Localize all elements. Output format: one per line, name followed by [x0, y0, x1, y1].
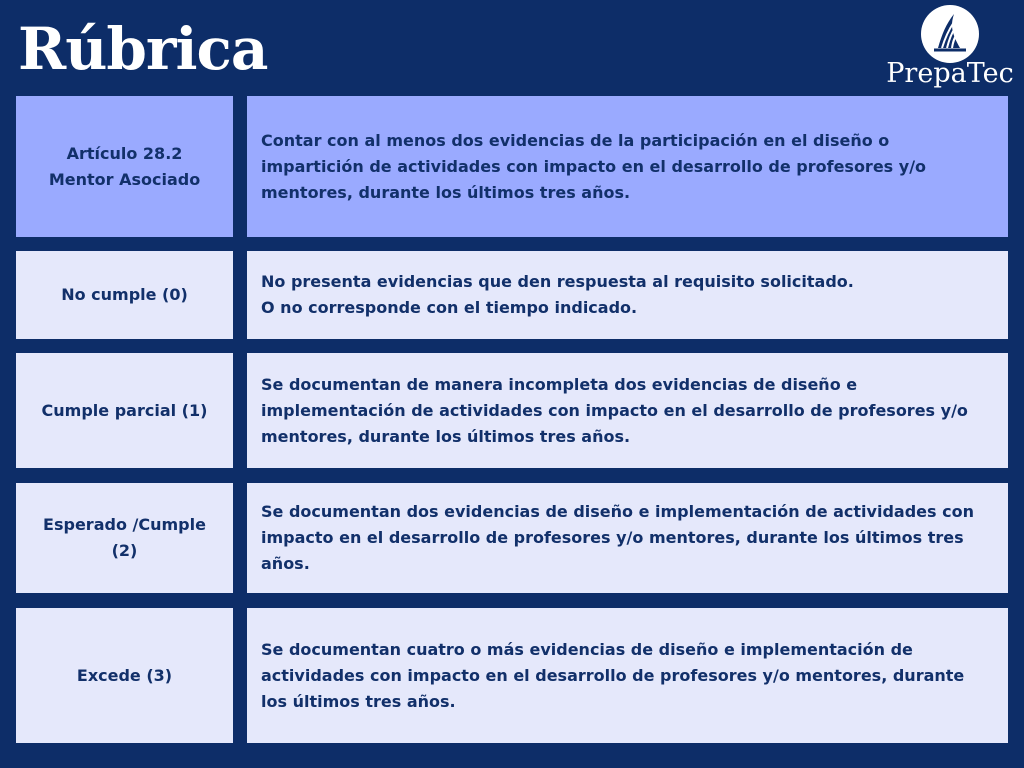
rubric-level-row [16, 608, 1008, 743]
level-cell [16, 251, 233, 339]
rubric-level-row [16, 353, 1008, 468]
level-label: Esperado /Cumple (2) [43, 515, 206, 560]
level-label: Cumple parcial (1) [41, 400, 208, 420]
page-title: Rúbrica [18, 15, 268, 83]
rubric-level-row [16, 483, 1008, 593]
level-label: No cumple (0) [61, 285, 188, 304]
level-cell [16, 608, 233, 743]
criterion-label: Artículo 28.2 Mentor Asociado [48, 143, 201, 189]
rubric-level-row [16, 251, 1008, 339]
prepatec-logo [884, 4, 1016, 94]
torch-flame-icon [920, 4, 980, 64]
level-description: No presenta evidencias que den respuesta al requisito solicitado. O no corresponde con el tiempo indicado. [247, 251, 1008, 339]
rubric-header-row [16, 96, 1008, 237]
level-description: Se documentan dos evidencias de diseño e implementación de actividades con impacto en el desarrollo de profesores y/o mentores, durante los últimos tres años. [247, 483, 1008, 593]
criterion-cell [16, 96, 233, 237]
logo-text: PrepaTec [886, 58, 1014, 89]
level-cell [16, 353, 233, 468]
level-description: Se documentan cuatro o más evidencias de diseño e implementación de actividades con impacto en el desarrollo de profesores y/o mentores, durante los últimos tres años. [247, 608, 1008, 743]
criterion-description: Contar con al menos dos evidencias de la participación en el diseño o impartición de actividades con impacto en el desarrollo de profesores y/o mentores, durante los últimos tres años. [247, 96, 1008, 237]
level-cell [16, 483, 233, 593]
level-description: Se documentan de manera incompleta dos evidencias de diseño e implementación de actividades con impacto en el desarrollo de profesores y/o mentores, durante los últimos tres años. [247, 353, 1008, 468]
level-label: Excede (3) [76, 665, 173, 685]
